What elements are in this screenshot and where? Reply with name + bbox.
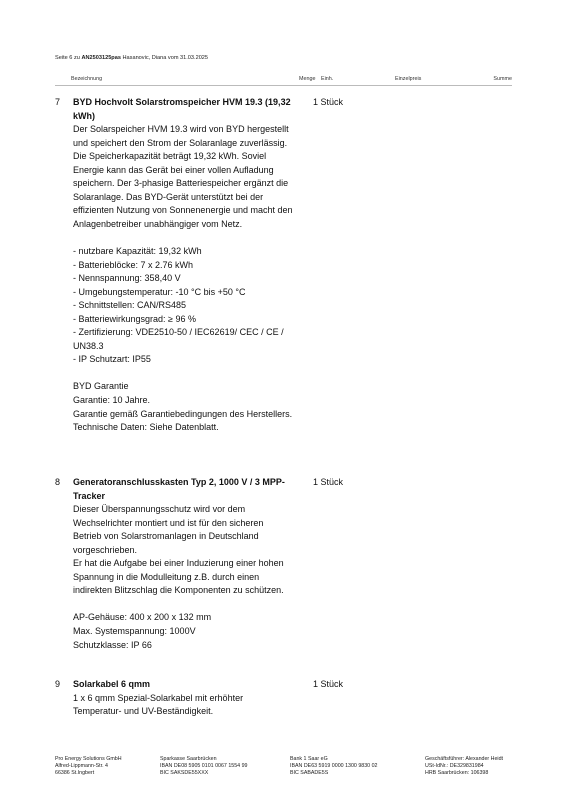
footer-line: USt-IdNr.: DE329831984 (425, 762, 484, 769)
item-intro: Der Solarspeicher HVM 19.3 wird von BYD hergestellt und speichert den Strom der Solaranlage zuverlässig. Die Speicherkapazität beträgt 19,32 kWh. Soviel Energie kann das Gerät bei einer vollen Aufladung speichern. Der 3-phasige Batteriespeicher ergänzt die Solaranlage. Das BYD-Gerät unterstützt bei der effizienten Nutzung von Sonnenenergie und macht den Anlagenbetreiber unabhängiger vom Netz. (73, 124, 293, 229)
footer-bank-2 (290, 756, 377, 776)
footer-line: Pro Energy Solutions GmbH (55, 756, 122, 762)
column-quantity: Menge (299, 76, 316, 82)
item-description (73, 476, 293, 652)
item-quantity: 1 Stück (313, 97, 344, 107)
item-position: 8 (55, 477, 61, 487)
footer-line: Sparkasse Saarbrücken (160, 756, 217, 762)
column-unit-price: Einzelpreis (395, 76, 422, 82)
item-quantity: 1 Stück (313, 477, 344, 487)
spec-line: AP-Gehäuse: 400 x 200 x 132 mm (73, 612, 212, 623)
footer-line: HRB Saarbrücken: 106398 (425, 769, 489, 776)
item-title: Generatoranschlusskasten Typ 2, 1000 V / 3 MPP-Tracker (73, 477, 285, 501)
footer-line: Bank 1 Saar eG (290, 756, 328, 762)
page-header (55, 55, 208, 61)
column-unit: Einh. (321, 76, 334, 82)
footer-line: Alfred-Lippmann-Str. 4 (55, 762, 108, 769)
footer-line: 66386 St.Ingbert (55, 769, 95, 776)
footer-line: IBAN DE08 5905 0101 0067 1554 99 (160, 762, 248, 769)
spec-line: Max. Systemspannung: 1000V (73, 626, 196, 637)
spec-line: - IP Schutzart: IP55 (73, 354, 151, 365)
spec-line: - Batterieblöcke: 7 x 2.76 kWh (73, 259, 194, 270)
footer-line: BIC SAKSDE55XXX (160, 769, 209, 776)
item-intro: Dieser Überspannungsschutz wird vor dem Wechselrichter montiert und ist für den sicheren Betrieb von Solarstromanlagen in Deutschland vorgeschrieben. (73, 504, 264, 555)
footer-line: BIC SABADE5S (290, 769, 329, 776)
document-customer-date: Hasanovic, Diana vom 31.03.2025 (122, 55, 209, 61)
footer-bank-1 (160, 756, 247, 776)
footer-legal (425, 756, 503, 776)
item-title: Solarkabel 6 qmm (73, 679, 151, 689)
item-description (73, 678, 293, 719)
footer-line: Geschäftsführer: Alexander Heidt (425, 756, 504, 762)
warranty-line: Garantie gemäß Garantiebedingungen des Herstellers. (73, 408, 293, 419)
warranty-line: BYD Garantie (73, 381, 129, 392)
spec-line: - Nennspannung: 358,40 V (73, 273, 181, 284)
spec-line: - Umgebungstemperatur: -10 °C bis +50 °C (73, 286, 246, 297)
item-intro: 1 x 6 qmm Spezial-Solarkabel mit erhöhter Temperatur- und UV-Beständigkeit. (73, 692, 244, 717)
document-number: AN2503125pas (81, 55, 121, 61)
item-position: 7 (55, 97, 61, 107)
item-quantity: 1 Stück (313, 679, 344, 689)
item-description (73, 96, 293, 435)
spec-line: - Zertifizierung: VDE2510-50 / IEC62619/ CEC / CE / UN38.3 (73, 327, 284, 351)
warranty-line: Garantie: 10 Jahre. (73, 395, 151, 406)
item-intro-2: Er hat die Aufgabe bei einer Induzierung einer hohen Spannung in die Modulleitung z.B. durch einen indirekten Blitzschlag die Komponenten zu schützen. (73, 558, 284, 596)
spec-line: - Batteriewirkungsgrad: ≥ 96 % (73, 313, 196, 324)
footer-line: IBAN DE63 5919 0000 1300 9830 02 (290, 762, 378, 769)
spec-line: Schutzklasse: IP 66 (73, 639, 152, 650)
item-title: BYD Hochvolt Solarstromspeicher HVM 19.3 (19,32 kWh) (73, 97, 291, 121)
footer-company (55, 756, 122, 776)
spec-line: - Schnittstellen: CAN/RS485 (73, 300, 187, 311)
item-position: 9 (55, 679, 61, 689)
warranty-line: Technische Daten: Siehe Datenblatt. (73, 422, 219, 433)
column-total: Summe (493, 76, 512, 82)
page-prefix: Seite 6 zu (55, 55, 80, 61)
spec-line: - nutzbare Kapazität: 19,32 kWh (73, 246, 202, 257)
column-header-row (55, 73, 512, 86)
column-description: Bezeichnung (71, 76, 103, 82)
